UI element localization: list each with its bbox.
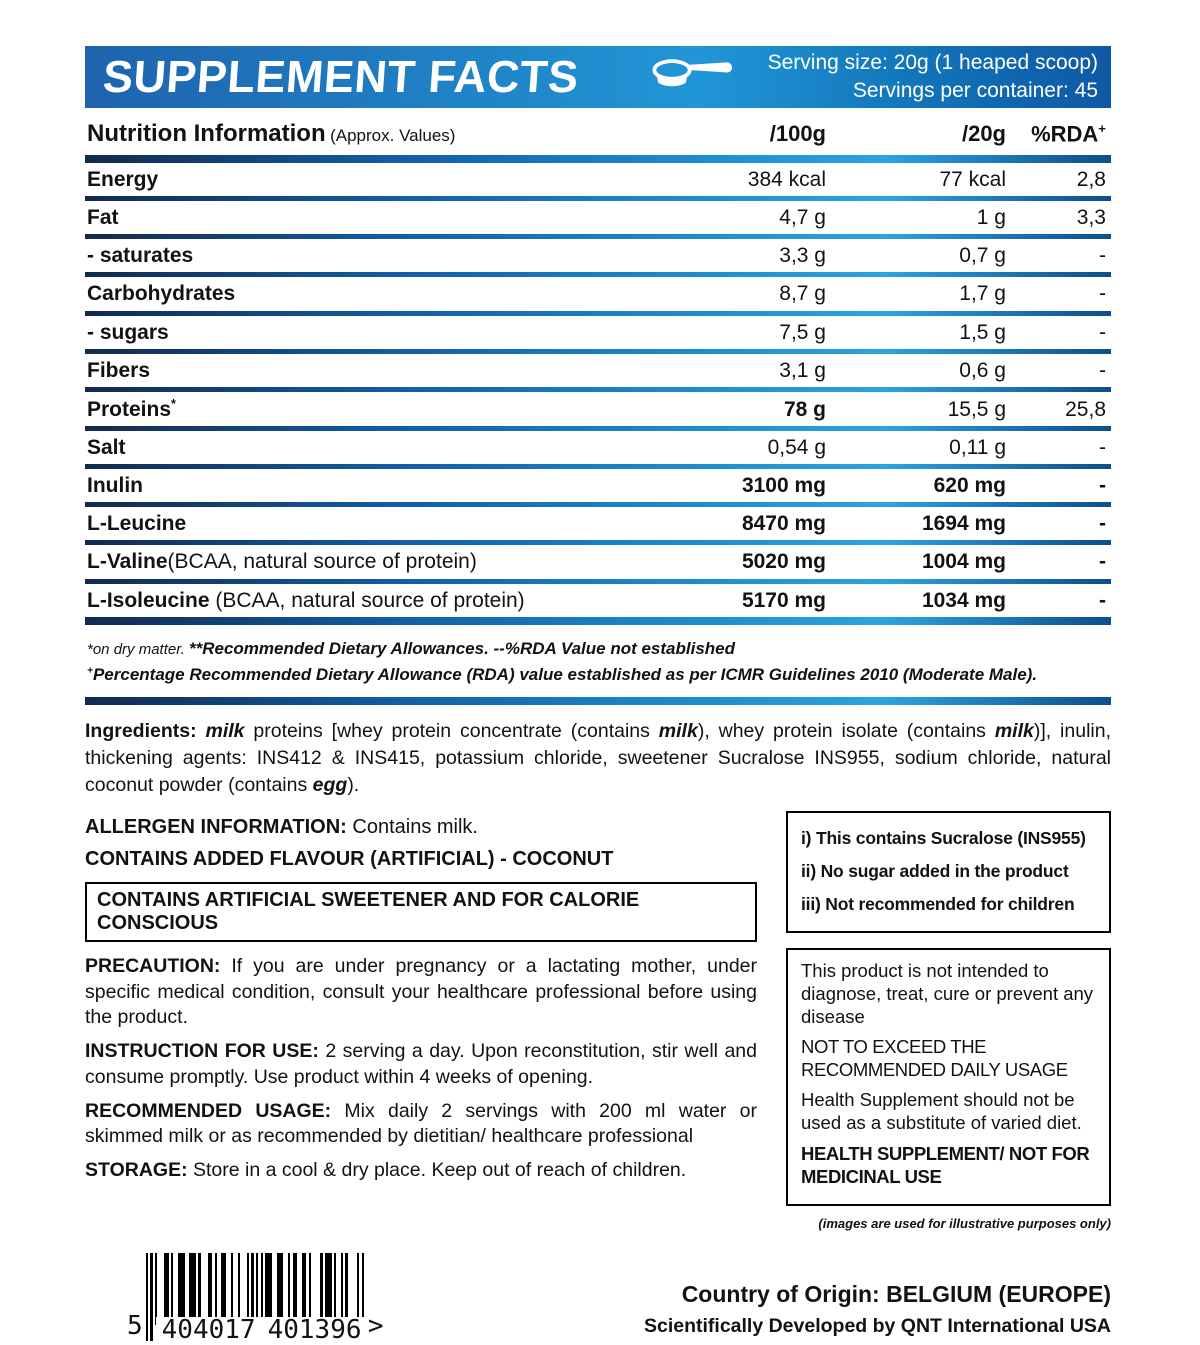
table-row: L-Leucine 8470 mg 1694 mg - (87, 512, 1106, 536)
recommended-usage-paragraph: RECOMMENDED USAGE: Mix daily 2 servings with 200 ml water or skimmed milk or as recommended by dietitian/ healthcare professional (85, 1099, 757, 1148)
column-header-100g: /100g (769, 121, 826, 146)
table-row: - sugars 7,5 g 1,5 g - (87, 320, 1106, 344)
scoop-icon (651, 56, 735, 99)
note-item: ii) No sugar added in the product (801, 861, 1069, 882)
nutrition-title: Nutrition Information (Approx. Values) (87, 120, 456, 147)
column-header-rda: %RDA+ (1031, 120, 1106, 146)
disclaimer-box (786, 948, 1111, 1206)
storage-paragraph: STORAGE: Store in a cool & dry place. Keep out of reach of children. (85, 1159, 687, 1182)
table-row: Energy 384 kcal 77 kcal 2,8 (87, 168, 1106, 191)
servings-per-container: Servings per container: 45 (852, 79, 1098, 102)
disclaimer-line: HEALTH SUPPLEMENT/ NOT FOR MEDICINAL USE (801, 1142, 1090, 1187)
table-row: Salt 0,54 g 0,11 g - (87, 435, 1106, 459)
table-row: - saturates 3,3 g 0,7 g - (87, 244, 1106, 268)
note-item: iii) Not recommended for children (801, 894, 1075, 915)
nutrition-table-header (85, 108, 1111, 155)
instruction-paragraph: INSTRUCTION FOR USE: 2 serving a day. Upon reconstitution, stir well and consume promptly. Use product within 4 weeks of opening. (85, 1040, 757, 1088)
disclaimer-line: This product is not intended to diagnose, treat, cure or prevent any disease (801, 959, 1094, 1027)
disclaimer-line: NOT TO EXCEED THE RECOMMENDED DAILY USAGE (801, 1036, 1068, 1081)
table-footnotes (85, 625, 1111, 698)
page-title: SUPPLEMENT FACTS (101, 51, 581, 102)
serving-info (768, 49, 1111, 104)
table-row: Proteins* 78 g 15,5 g 25,8 (87, 396, 1106, 421)
disclaimer-line: Health Supplement should not be used as a substitute of varied diet. (801, 1089, 1082, 1134)
barcode-digits: 404017 401396 (156, 1317, 354, 1343)
approx-values-note: (Approx. Values) (330, 126, 456, 145)
illustrative-purposes-note: (images are used for illustrative purposes only) (818, 1215, 1111, 1231)
developed-by: Scientifically Developed by QNT International USA (643, 1314, 1111, 1337)
barcode-digit: 5 (127, 1310, 143, 1341)
info-columns (85, 811, 1111, 1231)
footnote-line-1: *on dry matter. **Recommended Dietary Allowances. --%RDA Value not established (87, 638, 736, 658)
left-info-column (85, 811, 757, 1231)
footnote-line-2: +Percentage Recommended Dietary Allowance (RDA) value established as per ICMR Guidelines 2010 (Moderate Male). (87, 664, 1038, 684)
table-row: Inulin 3100 mg 620 mg - (87, 474, 1106, 498)
sucralose-notes-box (786, 811, 1111, 933)
precaution-paragraph: PRECAUTION: If you are under pregnancy or a lactating mother, under specific medical condition, consult your healthcare professional before using the product. (85, 954, 758, 1029)
added-flavour-line: CONTAINS ADDED FLAVOUR (ARTIFICIAL) - COCONUT (85, 847, 614, 870)
origin-block (644, 1281, 1111, 1338)
artificial-sweetener-box: CONTAINS ARTIFICIAL SWEETENER AND FOR CALORIE CONSCIOUS (85, 882, 757, 942)
ingredients-paragraph: Ingredients: milk proteins [whey protein concentrate (contains milk), whey protein isolate (contains milk)], inulin, thickening agents: INS412 & INS415, potassium chloride, sweetener Sucralose INS955, sodium chloride, natural coconut powder (contains egg). (85, 720, 1112, 796)
table-row: L-Isoleucine (BCAA, natural source of protein) 5170 mg 1034 mg - (87, 588, 1106, 612)
country-of-origin: Country of Origin: BELGIUM (EUROPE) (681, 1280, 1111, 1307)
column-header-20g: /20g (961, 121, 1006, 146)
table-row: Fibers 3,1 g 0,6 g - (87, 358, 1106, 382)
divider (85, 617, 1111, 625)
label-content (85, 46, 1112, 1345)
allergen-information: ALLERGEN INFORMATION: Contains milk. (85, 815, 478, 838)
barcode-suffix: > (367, 1310, 384, 1341)
note-item: i) This contains Sucralose (INS955) (801, 827, 1086, 848)
supplement-facts-header (85, 46, 1111, 108)
divider (85, 697, 1111, 705)
table-row: L-Valine(BCAA, natural source of protein) 5020 mg 1004 mg - (87, 550, 1106, 574)
bottom-section (85, 1253, 1111, 1345)
ingredients-label: Ingredients: (85, 720, 206, 743)
table-row: Fat 4,7 g 1 g 3,3 (87, 206, 1106, 230)
barcode (127, 1253, 384, 1345)
right-info-column (786, 811, 1111, 1231)
table-row: Carbohydrates 8,7 g 1,7 g - (87, 282, 1106, 306)
serving-size: Serving size: 20g (1 heaped scoop) (767, 51, 1098, 75)
divider (85, 155, 1111, 163)
